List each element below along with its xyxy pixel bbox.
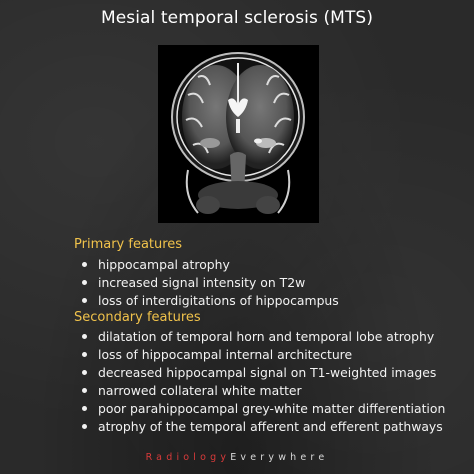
list-item-text: narrowed collateral white matter bbox=[98, 383, 302, 398]
brand-footer bbox=[0, 452, 474, 463]
bullet-icon bbox=[82, 352, 87, 357]
bullet-icon bbox=[82, 280, 87, 285]
bullet-icon bbox=[82, 262, 87, 267]
list-item-text: atrophy of the temporal afferent and efferent pathways bbox=[98, 419, 443, 434]
list-item-text: loss of interdigitations of hippocampus bbox=[98, 293, 339, 308]
list-item bbox=[78, 400, 445, 418]
list-item bbox=[78, 418, 445, 436]
bullet-icon bbox=[82, 334, 87, 339]
list-item bbox=[78, 382, 445, 400]
list-item bbox=[78, 256, 339, 274]
mri-image bbox=[158, 45, 319, 223]
primary-features-heading: Primary features bbox=[74, 237, 183, 252]
primary-features-list bbox=[78, 256, 339, 310]
secondary-features-heading: Secondary features bbox=[74, 310, 201, 325]
bullet-icon bbox=[82, 388, 87, 393]
bullet-icon bbox=[82, 406, 87, 411]
brand-everywhere: Everywhere bbox=[230, 452, 329, 463]
bullet-icon bbox=[82, 424, 87, 429]
list-item-text: decreased hippocampal signal on T1-weighted images bbox=[98, 365, 437, 380]
page-title: Mesial temporal sclerosis (MTS) bbox=[100, 8, 374, 28]
secondary-features-list bbox=[78, 328, 445, 436]
list-item-text: hippocampal atrophy bbox=[98, 257, 230, 272]
list-item-text: poor parahippocampal grey-white matter differentiation bbox=[98, 401, 446, 416]
list-item bbox=[78, 346, 445, 364]
list-item bbox=[78, 328, 445, 346]
list-item bbox=[78, 364, 445, 382]
bullet-icon bbox=[82, 298, 87, 303]
list-item bbox=[78, 292, 339, 310]
list-item-text: dilatation of temporal horn and temporal lobe atrophy bbox=[98, 329, 435, 344]
bullet-icon bbox=[82, 370, 87, 375]
brand-radiology: Radiology bbox=[145, 452, 231, 463]
list-item-text: loss of hippocampal internal architecture bbox=[98, 347, 353, 362]
list-item bbox=[78, 274, 339, 292]
list-item-text: increased signal intensity on T2w bbox=[98, 275, 306, 290]
